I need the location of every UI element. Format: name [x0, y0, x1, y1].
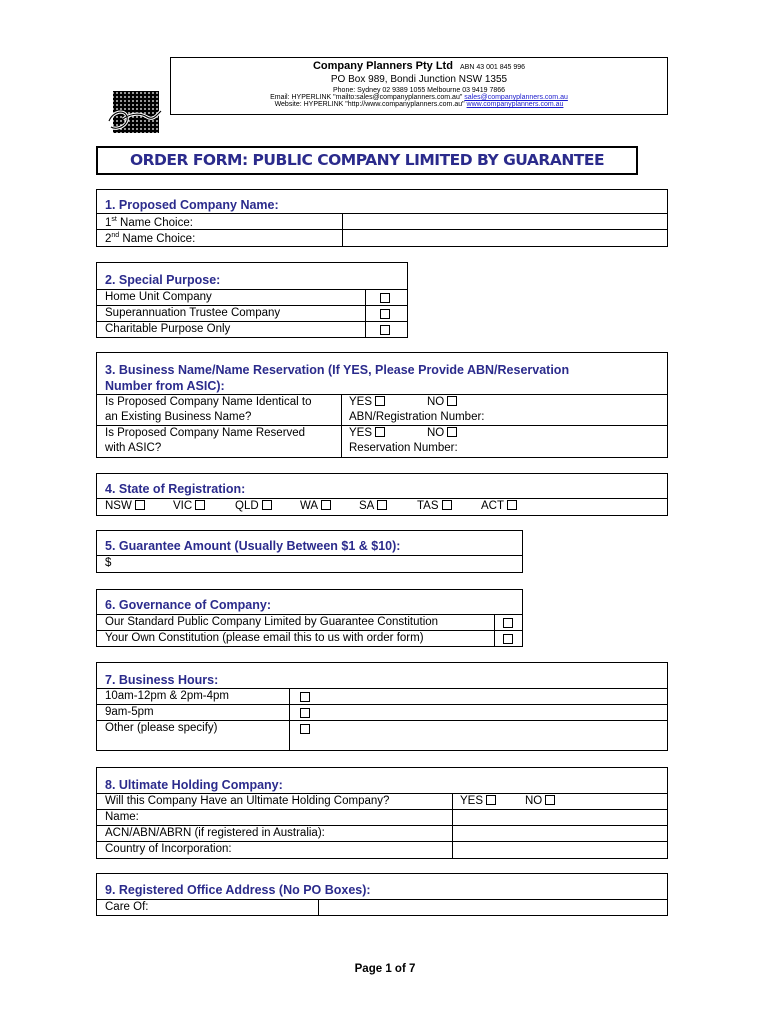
email-line — [171, 94, 667, 101]
name-choice-2-label: 2nd Name Choice: — [105, 232, 196, 245]
state-tas[interactable]: TAS — [417, 500, 452, 512]
section-7-heading: 7. Business Hours: — [105, 673, 219, 687]
governance-own-checkbox[interactable] — [503, 634, 513, 644]
email-prefix: Email: HYPERLINK "mailto:sales@companyplanners.com.au" — [270, 94, 465, 101]
purpose-charitable-checkbox[interactable] — [380, 325, 390, 335]
po-box: PO Box 989, Bondi Junction NSW 1355 — [330, 74, 508, 85]
care-of-field[interactable] — [319, 900, 666, 914]
q-identical-line1: Is Proposed Company Name Identical to — [105, 396, 312, 408]
q-identical-no[interactable]: NO — [427, 396, 457, 408]
state-wa[interactable]: WA — [300, 500, 331, 512]
purpose-charitable: Charitable Purpose Only — [105, 323, 231, 335]
letterhead-company-line — [171, 60, 667, 72]
section-2-heading: 2. Special Purpose: — [105, 273, 221, 287]
section-proposed-name — [96, 189, 668, 247]
letterhead-box — [170, 57, 668, 115]
section-business-name — [96, 352, 668, 458]
q-reserved-yes[interactable]: YES — [349, 427, 385, 439]
checkbox-icon[interactable] — [507, 500, 517, 510]
q-reserved-line2: with ASIC? — [105, 442, 162, 454]
hours-option-2-checkbox[interactable] — [300, 708, 310, 718]
checkbox-icon[interactable] — [321, 500, 331, 510]
section-6-heading: 6. Governance of Company: — [105, 598, 272, 612]
purpose-home-unit: Home Unit Company — [105, 291, 212, 303]
form-title: ORDER FORM: PUBLIC COMPANY LIMITED BY GUARANTEE — [129, 151, 605, 169]
governance-own: Your Own Constitution (please email this to us with order form) — [105, 632, 424, 644]
phone-line: Phone: Sydney 02 9389 1055 Melbourne 03 9419 7866 — [332, 87, 506, 94]
checkbox-icon[interactable] — [195, 500, 205, 510]
checkbox-icon[interactable] — [377, 500, 387, 510]
checkbox-icon[interactable] — [262, 500, 272, 510]
governance-standard: Our Standard Public Company Limited by Guarantee Constitution — [105, 616, 439, 628]
holding-question: Will this Company Have an Ultimate Holding Company? — [105, 795, 390, 807]
q-identical-line2: an Existing Business Name? — [105, 411, 252, 423]
section-guarantee — [96, 530, 523, 573]
governance-standard-checkbox[interactable] — [503, 618, 513, 628]
holding-yes[interactable]: YES — [460, 795, 496, 807]
section-holding-company — [96, 767, 668, 859]
section-1-heading: 1. Proposed Company Name: — [105, 198, 279, 212]
q-identical-yes[interactable]: YES — [349, 396, 385, 408]
section-4-heading: 4. State of Registration: — [105, 482, 246, 496]
name-choice-1-label: 1st Name Choice: — [105, 216, 193, 229]
checkbox-icon[interactable] — [442, 500, 452, 510]
state-sa[interactable]: SA — [359, 500, 387, 512]
company-logo — [107, 91, 163, 137]
section-9-heading: 9. Registered Office Address (No PO Boxes): — [105, 883, 371, 897]
hours-option-1: 10am-12pm & 2pm-4pm — [105, 690, 229, 702]
guarantee-currency: $ — [105, 557, 112, 569]
section-business-hours — [96, 662, 668, 751]
checkbox-icon[interactable] — [545, 795, 555, 805]
company-name: Company Planners Pty Ltd — [312, 60, 453, 72]
section-governance — [96, 589, 523, 647]
section-registered-office — [96, 873, 668, 916]
section-3-heading-line2: Number from ASIC): — [105, 379, 225, 393]
checkbox-icon[interactable] — [375, 396, 385, 406]
name-choice-2-field[interactable] — [343, 230, 666, 245]
website-link[interactable]: www.companyplanners.com.au — [466, 101, 564, 108]
purpose-super-trustee: Superannuation Trustee Company — [105, 307, 281, 319]
page-number: Page 1 of 7 — [354, 963, 416, 975]
hours-option-3-checkbox[interactable] — [300, 724, 310, 734]
state-act[interactable]: ACT — [481, 500, 517, 512]
hours-option-3: Other (please specify) — [105, 722, 218, 734]
reservation-number-label: Reservation Number: — [349, 442, 458, 454]
checkbox-icon[interactable] — [486, 795, 496, 805]
hours-option-2: 9am-5pm — [105, 706, 154, 718]
state-vic[interactable]: VIC — [173, 500, 205, 512]
name-choice-1-field[interactable] — [343, 214, 666, 229]
checkbox-icon[interactable] — [447, 427, 457, 437]
email-link[interactable]: sales@companyplanners.com.au — [464, 94, 568, 101]
section-5-heading: 5. Guarantee Amount (Usually Between $1 & $10): — [105, 539, 401, 553]
guarantee-amount-field[interactable] — [117, 556, 517, 571]
company-abn: ABN 43 001 845 996 — [460, 64, 526, 71]
state-nsw[interactable]: NSW — [105, 500, 145, 512]
form-title-box — [96, 146, 638, 175]
q-reserved-no[interactable]: NO — [427, 427, 457, 439]
hours-option-1-checkbox[interactable] — [300, 692, 310, 702]
q-reserved-line1: Is Proposed Company Name Reserved — [105, 427, 306, 439]
holding-name-label: Name: — [105, 811, 139, 823]
section-special-purpose — [96, 262, 408, 338]
section-state — [96, 473, 668, 516]
abn-registration-label: ABN/Registration Number: — [349, 411, 485, 423]
purpose-home-unit-checkbox[interactable] — [380, 293, 390, 303]
website-prefix: Website: HYPERLINK "http://www.companyplanners.com.au" — [274, 101, 467, 108]
purpose-super-trustee-checkbox[interactable] — [380, 309, 390, 319]
website-line — [171, 101, 667, 108]
section-8-heading: 8. Ultimate Holding Company: — [105, 778, 283, 792]
holding-country-label: Country of Incorporation: — [105, 843, 232, 855]
holding-acn-label: ACN/ABN/ABRN (if registered in Australia): — [105, 827, 325, 839]
care-of-label: Care Of: — [105, 901, 149, 913]
checkbox-icon[interactable] — [375, 427, 385, 437]
holding-no[interactable]: NO — [525, 795, 555, 807]
checkbox-icon[interactable] — [135, 500, 145, 510]
state-qld[interactable]: QLD — [235, 500, 272, 512]
section-3-heading-line1: 3. Business Name/Name Reservation (If YES, Please Provide ABN/Reservation — [105, 363, 570, 377]
checkbox-icon[interactable] — [447, 396, 457, 406]
